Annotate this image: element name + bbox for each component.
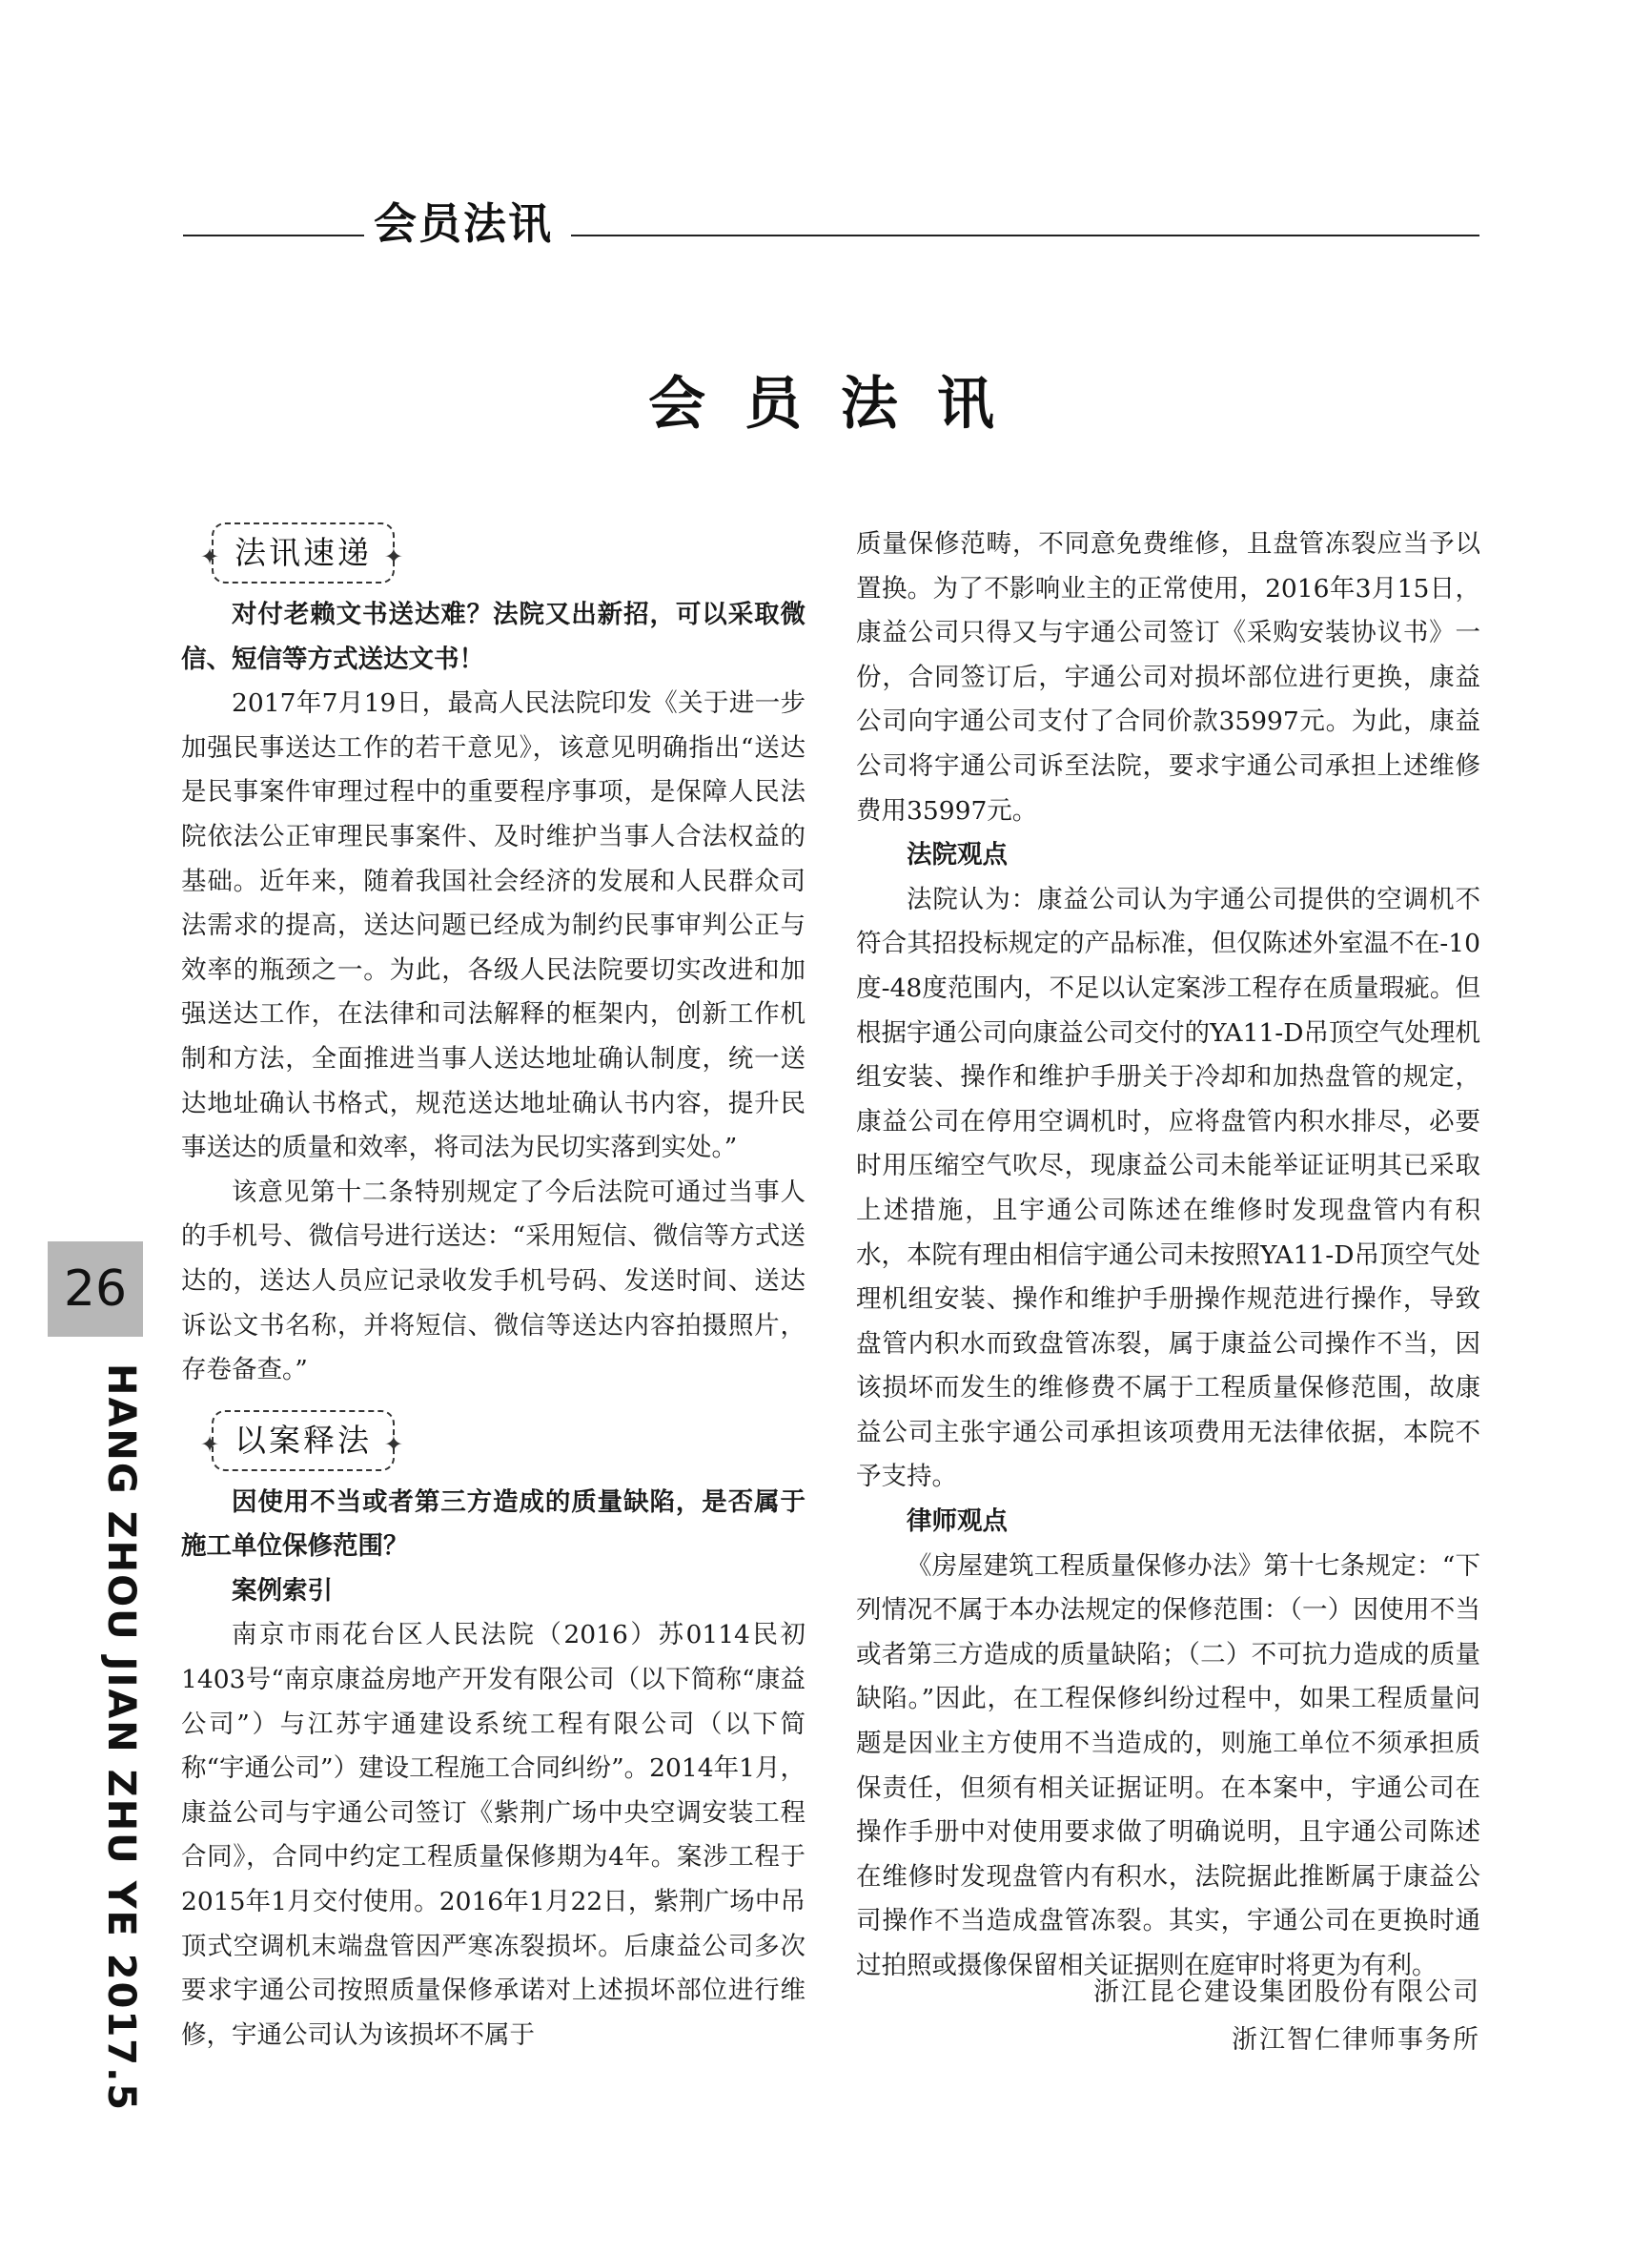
section-label-case xyxy=(200,1410,406,1471)
running-title: 会员法讯 xyxy=(374,198,554,249)
page-title: 会 员 法 讯 xyxy=(648,371,1004,438)
ornament-icon: ✦ xyxy=(383,543,406,570)
side-running-text: HANG ZHOU JIAN ZHU YE 2017.5 xyxy=(99,1363,143,2113)
section-label-news xyxy=(200,522,406,584)
signature-line: 浙江智仁律师事务所 xyxy=(1232,2025,1480,2055)
paragraph: 法院认为：康益公司认为宇通公司提供的空调机不符合其招投标规定的产品标准，但仅陈述外室温不在-10度-48度范围内，不足以认定案涉工程存在质量瑕疵。但根据宇通公司向康益公司交付的YA11-D吊顶空气处理机组安装、操作和维护手册关于冷却和加热盘管的规定，康益公司在停用空调机时，应将盘管内积水排尽，必要时用压缩空气吹尽，现康益公司未能举证证明其已采取上述措施，且宇通公司陈述在维修时发现盘管内有积水，本院有理由相信宇通公司未按照YA11-D吊顶空气处理机组安装、操作和维护手册操作规范进行操作，导致盘管内积水而致盘管冻裂，属于康益公司操作不当，因该损坏而发生的维修费不属于工程质量保修范围，故康益公司主张宇通公司承担该项费用无法律依据，本院不予支持。 xyxy=(856,884,1480,1492)
paragraph: 该意见第十二条特别规定了今后法院可通过当事人的手机号、微信号进行送达：“采用短信、微信等方式送达的，送达人员应记录收发手机号码、发送时间、送达诉讼文书名称，并将短信、微信等送达内容拍摄照片，存卷备查。” xyxy=(181,1177,806,1385)
section-label-text: 法讯速递 xyxy=(235,534,372,571)
left-column xyxy=(181,522,806,2058)
subheading: 案例索引 xyxy=(232,1575,333,1606)
header-rule-left xyxy=(183,235,364,236)
ornament-icon: ✦ xyxy=(200,1430,223,1458)
subheading: 律师观点 xyxy=(907,1506,1008,1537)
paragraph: 2017年7月19日，最高人民法院印发《关于进一步加强民事送达工作的若干意见》，该意见明确指出“送达是民事案件审理过程中的重要程序事项，是保障人民法院依法公正审理民事案件、及时维护当事人合法权益的基础。近年来，随着我国社会经济的发展和人民群众司法需求的提高，送达问题已经成为制约民事审判公正与效率的瓶颈之一。为此，各级人民法院要切实改进和加强送达工作，在法律和司法解释的框架内，创新工作机制和方法，全面推进当事人送达地址确认制度，统一送达地址确认书格式，规范送达地址确认书内容，提升民事送达的质量和效率，将司法为民切实落到实处。” xyxy=(181,688,806,1163)
right-column xyxy=(856,522,1480,1989)
ornament-icon: ✦ xyxy=(383,1430,406,1458)
page-number-tab xyxy=(48,1241,143,1337)
page-number: 26 xyxy=(63,1260,128,1318)
paragraph: 南京市雨花台区人民法院（2016）苏0114民初1403号“南京康益房地产开发有限公司（以下简称“康益公司”）与江苏宇通建设系统工程有限公司（以下简称“宇通公司”）建设工程施工合同纠纷”。2014年1月，康益公司与宇通公司签订《紫荆广场中央空调安装工程合同》，合同中约定工程质量保修期为4年。案涉工程于2015年1月交付使用。2016年1月22日，紫荆广场中吊顶式空调机末端盘管因严寒冻裂损坏。后康益公司多次要求宇通公司按照质量保修承诺对上述损坏部位进行维修，宇通公司认为该损坏不属于 xyxy=(181,1620,806,2050)
signatures xyxy=(1093,1969,1480,2064)
article-headline: 对付老赖文书送达难？法院又出新招，可以采取微信、短信等方式送达文书！ xyxy=(181,600,806,674)
paragraph: 质量保修范畴，不同意免费维修，且盘管冻裂应当予以置换。为了不影响业主的正常使用，2016年3月15日，康益公司只得又与宇通公司签订《采购安装协议书》一份，合同签订后，宇通公司对损坏部位进行更换，康益公司向宇通公司支付了合同价款35997元。为此，康益公司将宇通公司诉至法院，要求宇通公司承担上述维修费用35997元。 xyxy=(856,529,1480,826)
article-headline: 因使用不当或者第三方造成的质量缺陷，是否属于施工单位保修范围？ xyxy=(181,1486,806,1562)
section-label-text: 以案释法 xyxy=(235,1421,372,1459)
header-rule-right xyxy=(571,235,1479,236)
subheading: 法院观点 xyxy=(907,840,1008,870)
signature-line: 浙江昆仑建设集团股份有限公司 xyxy=(1093,1977,1480,2007)
ornament-icon: ✦ xyxy=(200,543,223,570)
running-header xyxy=(183,189,1479,249)
paragraph: 《房屋建筑工程质量保修办法》第十七条规定：“下列情况不属于本办法规定的保修范围：（一）因使用不当或者第三方造成的质量缺陷；（二）不可抗力造成的质量缺陷。”因此，在工程保修纠纷过程中，如果工程质量问题是因业主方使用不当造成的，则施工单位不须承担质保责任，但须有相关证据证明。在本案中，宇通公司在操作手册中对使用要求做了明确说明，且宇通公司陈述在维修时发现盘管内有积水，法院据此推断属于康益公司操作不当造成盘管冻裂。其实，宇通公司在更换时通过拍照或摄像保留相关证据则在庭审时将更为有利。 xyxy=(856,1550,1480,1980)
